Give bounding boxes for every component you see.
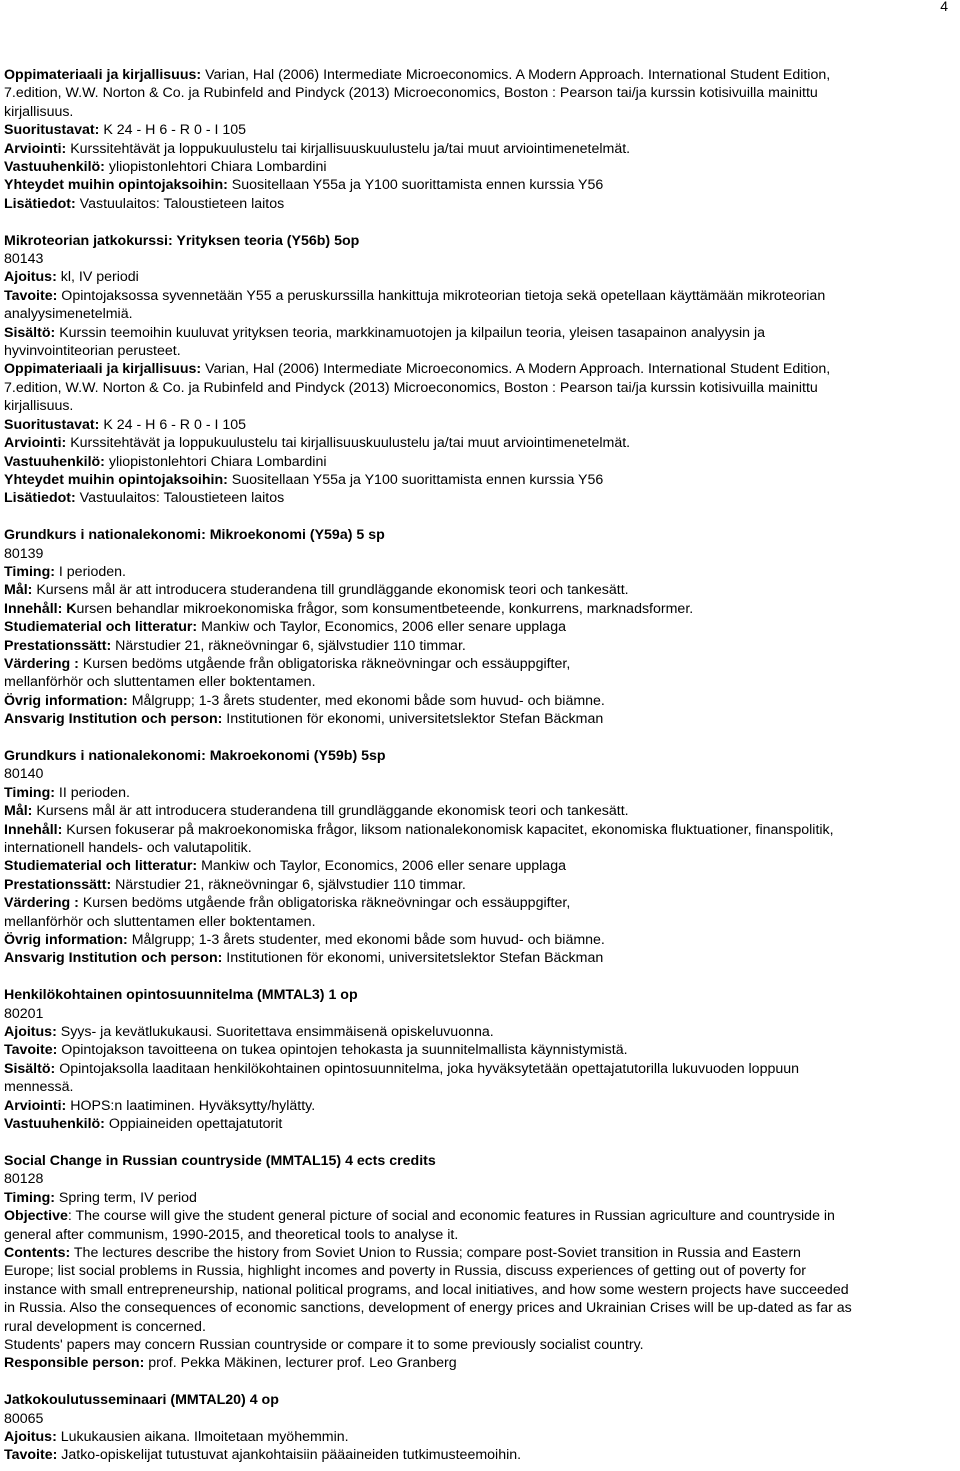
text-line	[4, 1170, 954, 1188]
field-text: Lukukausien aikana. Ilmoitetaan myöhemmin.	[56, 1428, 349, 1445]
field-text: rural development is concerned.	[4, 1318, 206, 1335]
field-text: kl, IV periodi	[56, 269, 139, 286]
field-text: : The course will give the student general picture of social and economic features in Russian agriculture and countryside in	[67, 1208, 835, 1225]
field-text: kirjallisuus.	[4, 398, 74, 415]
spacer	[4, 508, 954, 526]
field-label: Timing:	[4, 563, 55, 580]
field-label: Grundkurs i nationalekonomi: Mikroekonomi (Y59a) 5 sp	[4, 527, 385, 544]
text-line	[4, 66, 954, 84]
document-body	[4, 66, 954, 1465]
field-label: Oppimateriaali ja kirjallisuus:	[4, 67, 202, 83]
field-label: Yhteydet muihin opintojaksoihin:	[4, 471, 228, 488]
text-line	[4, 84, 954, 102]
field-text: Målgrupp; 1-3 årets studenter, med ekonomi både som huvud- och biämne.	[127, 692, 605, 709]
field-label: Tavoite:	[4, 1042, 58, 1059]
field-text: Jatko-opiskelijat tutustuvat ajankohtaisiin pääaineiden tutkimusteemoihin.	[57, 1447, 522, 1464]
field-text: mellanförhör och sluttentamen eller boktentamen.	[4, 674, 316, 691]
text-line	[4, 821, 954, 839]
field-label: Värdering :	[4, 655, 79, 672]
text-line	[4, 1391, 954, 1409]
field-text: Europe; list social problems in Russia, highlight incomes and poverty in Russia, discuss experiences of getting out of poverty for	[4, 1263, 806, 1280]
field-text: Varian, Hal (2006) Intermediate Microeconomics. A Modern Approach. International Student Edition,	[201, 361, 831, 378]
field-text: Kurssin teemoihin kuuluvat yrityksen teoria, markkinamuotojen ja kilpailun teoria, yleisen tasapainon analyysin ja	[55, 324, 765, 341]
text-line	[4, 453, 954, 471]
text-line	[4, 1446, 954, 1464]
text-line	[4, 747, 954, 765]
text-line	[4, 913, 954, 931]
field-label: Studiematerial och litteratur:	[4, 619, 198, 636]
text-line	[4, 232, 954, 250]
field-label: Suoritustavat:	[4, 416, 100, 433]
field-text: Opintojaksolla laaditaan henkilökohtainen opintosuunnitelma, joka hyväksytetään opettajatutorilla lukuvuoden loppuun	[55, 1060, 800, 1077]
field-label: Lisätiedot:	[4, 195, 76, 212]
field-label: Mål:	[4, 582, 33, 599]
field-text: Opintojaksossa syvennetään Y55 a peruskurssilla hankittuja mikroteorian tietoja sekä opetellaan käyttämään mikroteorian	[57, 287, 826, 304]
field-text: ursen behandlar mikroekonomiska frågor, som konsumentbeteende, konkurrens, marknadsformer.	[76, 600, 694, 617]
field-text: 80201	[4, 1005, 44, 1022]
text-line	[4, 1060, 954, 1078]
text-line	[4, 1226, 954, 1244]
field-label: Tavoite:	[4, 1447, 58, 1464]
spacer	[4, 1134, 954, 1152]
field-label: Suoritustavat:	[4, 122, 100, 139]
field-label: Sisältö:	[4, 324, 56, 341]
field-text: 80065	[4, 1410, 44, 1427]
field-text: 7.edition, W.W. Norton & Co. ja Rubinfeld and Pindyck (2013) Microeconomics, Boston : Pearson tai/ja kurssin kotisivuilla mainittu	[4, 85, 818, 102]
field-label: Responsible person:	[4, 1355, 145, 1372]
text-line	[4, 176, 954, 194]
field-label: Ajoitus:	[4, 269, 57, 286]
field-text: 80128	[4, 1171, 44, 1188]
field-text: internationell handels- och valutapolitik.	[4, 840, 252, 857]
text-line	[4, 1354, 954, 1372]
field-label: Vastuuhenkilö:	[4, 159, 105, 176]
text-line	[4, 949, 954, 967]
text-line	[4, 802, 954, 820]
field-text: Kursen fokuserar på makroekonomiska frågor, liksom nationalekonomisk kapacitet, ekonomiska fluktuationer, finanspolitik,	[62, 821, 834, 838]
field-text: Kursens mål är att introducera studerandena till grundläggande ekonomisk teori och tankesätt.	[32, 803, 629, 820]
field-text: instance with small entrepreneurship, national political programs, and local initiatives, and how some western projects have succeeded	[4, 1281, 849, 1298]
text-line	[4, 121, 954, 139]
text-line	[4, 268, 954, 286]
field-text: Suositellaan Y55a ja Y100 suorittamista ennen kurssia Y56	[227, 471, 604, 488]
field-label: Social Change in Russian countryside (MMTAL15) 4 ects credits	[4, 1152, 436, 1169]
field-label: Övrig information:	[4, 692, 128, 709]
field-text: Kursens mål är att introducera studerandena till grundläggande ekonomisk teori och tankesätt.	[32, 582, 629, 599]
field-label: Innehåll: K	[4, 600, 77, 617]
field-label: Vastuuhenkilö:	[4, 1116, 105, 1133]
text-line	[4, 784, 954, 802]
field-text: Kurssitehtävät ja loppukuulustelu tai kirjallisuuskuulustelu ja/tai muut arviointimenetelmät.	[66, 435, 631, 452]
field-text: Mankiw och Taylor, Economics, 2006 eller senare upplaga	[197, 619, 566, 636]
field-text: The lectures describe the history from Soviet Union to Russia; compare post-Soviet transition in Russia and Eastern	[70, 1244, 801, 1261]
text-line	[4, 1318, 954, 1336]
field-text: in Russia. Also the consequences of economic sanctions, development of energy prices and Ukrainian Crises will be up-dated as far as	[4, 1300, 852, 1317]
text-line	[4, 1152, 954, 1170]
field-text: HOPS:n laatiminen. Hyväksytty/hylätty.	[66, 1097, 316, 1114]
field-label: Jatkokoulutusseminaari (MMTAL20) 4 op	[4, 1392, 279, 1409]
field-label: Contents:	[4, 1244, 71, 1261]
text-line	[4, 637, 954, 655]
field-text: Oppiaineiden opettajatutorit	[104, 1116, 283, 1133]
field-label: Yhteydet muihin opintojaksoihin:	[4, 177, 228, 194]
field-text: K 24 - H 6 - R 0 - I 105	[99, 122, 247, 139]
field-text: general after communism, 1990-2015, and theoretical tools to analyse it.	[4, 1226, 459, 1243]
field-label: Arviointi:	[4, 140, 67, 157]
text-line	[4, 360, 954, 378]
text-line	[4, 931, 954, 949]
text-line	[4, 765, 954, 783]
field-text: Institutionen för ekonomi, universitetslektor Stefan Bäckman	[222, 711, 604, 728]
text-line	[4, 600, 954, 618]
text-line	[4, 655, 954, 673]
field-label: Lisätiedot:	[4, 490, 76, 507]
text-line	[4, 1336, 954, 1354]
field-label: Innehåll:	[4, 821, 63, 838]
field-text: Kursen bedöms utgående från obligatoriska räkneövningar och essäuppgifter,	[78, 895, 571, 912]
field-label: Ansvarig Institution och person:	[4, 711, 223, 728]
text-line	[4, 1281, 954, 1299]
field-text: Institutionen för ekonomi, universitetslektor Stefan Bäckman	[222, 950, 604, 967]
text-line	[4, 342, 954, 360]
field-text: Vastuulaitos: Taloustieteen laitos	[75, 195, 285, 212]
field-text: Spring term, IV period	[54, 1189, 197, 1206]
text-line	[4, 1041, 954, 1059]
text-line	[4, 1410, 954, 1428]
field-label: Mikroteorian jatkokurssi: Yrityksen teoria (Y56b) 5op	[4, 232, 360, 249]
field-text: Syys- ja kevätlukukausi. Suoritettava ensimmäisenä opiskeluvuonna.	[56, 1024, 494, 1041]
field-text: kirjallisuus.	[4, 103, 74, 120]
field-text: prof. Pekka Mäkinen, lecturer prof. Leo Granberg	[144, 1355, 457, 1372]
field-text: Students' papers may concern Russian countryside or compare it to some previously socialist country.	[4, 1336, 644, 1353]
text-line	[4, 692, 954, 710]
field-text: Närstudier 21, räkneövningar 6, självstudier 110 timmar.	[111, 876, 466, 893]
field-label: Ansvarig Institution och person:	[4, 950, 223, 967]
text-line	[4, 397, 954, 415]
field-text: Kurssitehtävät ja loppukuulustelu tai kirjallisuuskuulustelu ja/tai muut arviointimenetelmät.	[66, 140, 631, 157]
text-line	[4, 894, 954, 912]
text-line	[4, 563, 954, 581]
spacer	[4, 729, 954, 747]
field-label: Grundkurs i nationalekonomi: Makroekonomi (Y59b) 5sp	[4, 747, 386, 764]
text-line	[4, 1115, 954, 1133]
field-text: 80143	[4, 251, 44, 268]
field-label: Prestationssätt:	[4, 637, 112, 654]
text-line	[4, 581, 954, 599]
field-text: Varian, Hal (2006) Intermediate Microeconomics. A Modern Approach. International Student Edition,	[201, 67, 831, 83]
text-line	[4, 1262, 954, 1280]
text-line	[4, 876, 954, 894]
text-line	[4, 416, 954, 434]
field-label: Värdering :	[4, 895, 79, 912]
text-line	[4, 471, 954, 489]
field-label: Vastuuhenkilö:	[4, 453, 105, 470]
field-label: Henkilökohtainen opintosuunnitelma (MMTAL3) 1 op	[4, 987, 358, 1004]
field-text: Vastuulaitos: Taloustieteen laitos	[75, 490, 285, 507]
field-text: Målgrupp; 1-3 årets studenter, med ekonomi både som huvud- och biämne.	[127, 932, 605, 949]
spacer	[4, 968, 954, 986]
text-line	[4, 839, 954, 857]
field-text: 80140	[4, 766, 44, 783]
field-text: Opintojakson tavoitteena on tukea opintojen tehokasta ja suunnitelmallista käynnistymistä.	[57, 1042, 628, 1059]
text-line	[4, 250, 954, 268]
spacer	[4, 1373, 954, 1391]
text-line	[4, 1097, 954, 1115]
field-text: Suositellaan Y55a ja Y100 suorittamista ennen kurssia Y56	[227, 177, 604, 194]
text-line	[4, 857, 954, 875]
field-text: analyysimenetelmiä.	[4, 306, 133, 323]
text-line	[4, 618, 954, 636]
field-label: Ajoitus:	[4, 1428, 57, 1445]
field-label: Objective	[4, 1208, 68, 1225]
text-line	[4, 1299, 954, 1317]
field-text: mennessä.	[4, 1079, 74, 1096]
text-line	[4, 1244, 954, 1262]
field-label: Prestationssätt:	[4, 876, 112, 893]
field-label: Övrig information:	[4, 932, 128, 949]
text-line	[4, 1078, 954, 1096]
text-line	[4, 434, 954, 452]
field-text: II perioden.	[54, 784, 130, 801]
field-label: Tavoite:	[4, 287, 58, 304]
text-line	[4, 673, 954, 691]
field-text: Närstudier 21, räkneövningar 6, självstudier 110 timmar.	[111, 637, 466, 654]
page-number: 4	[940, 0, 948, 14]
field-label: Mål:	[4, 803, 33, 820]
field-text: yliopistonlehtori Chiara Lombardini	[104, 453, 327, 470]
text-line	[4, 1005, 954, 1023]
text-line	[4, 1428, 954, 1446]
text-line	[4, 324, 954, 342]
text-line	[4, 195, 954, 213]
field-text: Kursen bedöms utgående från obligatoriska räkneövningar och essäuppgifter,	[78, 655, 571, 672]
text-line	[4, 140, 954, 158]
field-text: I perioden.	[54, 563, 126, 580]
text-line	[4, 489, 954, 507]
field-text: Mankiw och Taylor, Economics, 2006 eller senare upplaga	[197, 858, 566, 875]
field-label: Arviointi:	[4, 1097, 67, 1114]
field-label: Studiematerial och litteratur:	[4, 858, 198, 875]
field-text: K 24 - H 6 - R 0 - I 105	[99, 416, 247, 433]
field-text: yliopistonlehtori Chiara Lombardini	[104, 159, 327, 176]
field-label: Timing:	[4, 784, 55, 801]
field-text: 80139	[4, 545, 44, 562]
text-line	[4, 103, 954, 121]
text-line	[4, 305, 954, 323]
text-line	[4, 287, 954, 305]
text-line	[4, 1023, 954, 1041]
field-text: hyvinvointiteorian perusteet.	[4, 343, 181, 360]
text-line	[4, 1189, 954, 1207]
text-line	[4, 1207, 954, 1225]
text-line	[4, 710, 954, 728]
field-label: Oppimateriaali ja kirjallisuus:	[4, 361, 202, 378]
field-label: Ajoitus:	[4, 1024, 57, 1041]
text-line	[4, 158, 954, 176]
field-text: mellanförhör och sluttentamen eller boktentamen.	[4, 913, 316, 930]
text-line	[4, 545, 954, 563]
field-text: 7.edition, W.W. Norton & Co. ja Rubinfeld and Pindyck (2013) Microeconomics, Boston : Pearson tai/ja kurssin kotisivuilla mainittu	[4, 379, 818, 396]
field-label: Sisältö:	[4, 1060, 56, 1077]
text-line	[4, 526, 954, 544]
field-label: Timing:	[4, 1189, 55, 1206]
spacer	[4, 213, 954, 231]
text-line	[4, 379, 954, 397]
text-line	[4, 986, 954, 1004]
field-label: Arviointi:	[4, 435, 67, 452]
